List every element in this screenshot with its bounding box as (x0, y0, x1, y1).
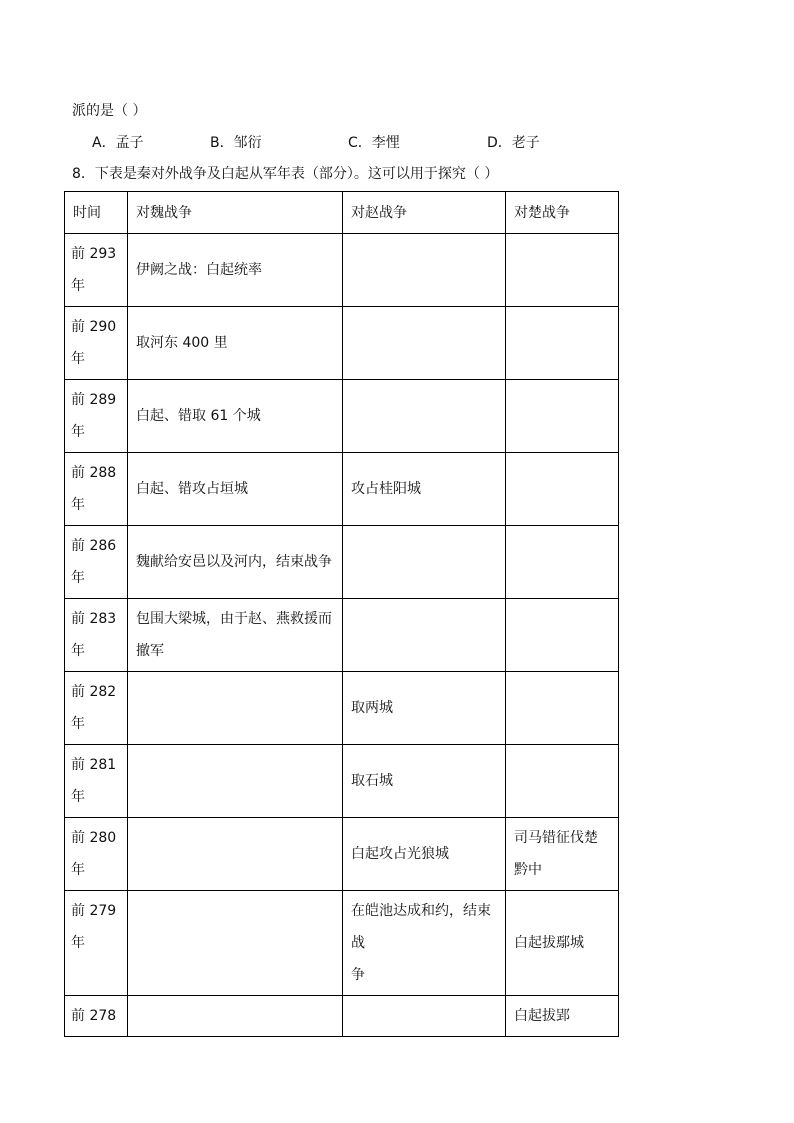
time-cell: 前 282 年 (65, 672, 128, 745)
zhao-cell: 白起攻占光狼城 (343, 818, 506, 891)
wei-cell (128, 818, 343, 891)
zhao-cell (343, 307, 506, 380)
option-b[interactable]: B．邹衍 (210, 135, 262, 151)
chu-cell (506, 672, 619, 745)
wei-cell: 取河东 400 里 (128, 307, 343, 380)
table-row (65, 234, 619, 307)
table-row (65, 380, 619, 453)
wei-cell: 包围大梁城，由于赵、燕救援而 撤军 (128, 599, 343, 672)
wei-cell (128, 672, 343, 745)
table-row (65, 307, 619, 380)
zhao-cell: 取石城 (343, 745, 506, 818)
option-d[interactable]: D．老子 (487, 135, 540, 151)
table-row (65, 818, 619, 891)
chu-cell (506, 745, 619, 818)
zhao-cell (343, 380, 506, 453)
wei-cell: 白起、错攻占垣城 (128, 453, 343, 526)
table-row (65, 526, 619, 599)
zhao-cell: 攻占桂阳城 (343, 453, 506, 526)
chu-cell (506, 453, 619, 526)
time-cell: 前 286 年 (65, 526, 128, 599)
chu-cell (506, 599, 619, 672)
wei-cell (128, 891, 343, 996)
chu-cell (506, 526, 619, 599)
zhao-cell: 取两城 (343, 672, 506, 745)
question-tail: 派的是（ ） (72, 103, 147, 119)
table-row (65, 672, 619, 745)
chu-cell: 白起拔郢 (506, 996, 619, 1037)
option-c[interactable]: C．李悝 (348, 135, 400, 151)
option-a[interactable]: A．孟子 (92, 135, 144, 151)
table-row (65, 996, 619, 1037)
header-chu: 对楚战争 (506, 192, 619, 234)
question-8-stem: 8．下表是秦对外战争及白起从军年表（部分）。这可以用于探究（ ） (72, 166, 499, 182)
table-row (65, 453, 619, 526)
chu-cell: 白起拔鄢城 (506, 891, 619, 996)
wei-cell: 白起、错取 61 个城 (128, 380, 343, 453)
time-cell: 前 290 年 (65, 307, 128, 380)
zhao-cell (343, 526, 506, 599)
war-timeline-table (64, 191, 619, 1037)
time-cell: 前 280 年 (65, 818, 128, 891)
wei-cell: 魏献给安邑以及河内，结束战争 (128, 526, 343, 599)
chu-cell (506, 307, 619, 380)
zhao-cell (343, 234, 506, 307)
chu-cell: 司马错征伐楚 黔中 (506, 818, 619, 891)
header-zhao: 对赵战争 (343, 192, 506, 234)
time-cell: 前 288 年 (65, 453, 128, 526)
wei-cell (128, 745, 343, 818)
zhao-cell (343, 996, 506, 1037)
time-cell: 前 289 年 (65, 380, 128, 453)
zhao-cell: 在皑池达成和约，结束战 争 (343, 891, 506, 996)
header-wei: 对魏战争 (128, 192, 343, 234)
table-row (65, 891, 619, 996)
table-header-row (65, 192, 619, 234)
time-cell: 前 278 (65, 996, 128, 1037)
time-cell: 前 293 年 (65, 234, 128, 307)
zhao-cell (343, 599, 506, 672)
table-row (65, 599, 619, 672)
time-cell: 前 281 年 (65, 745, 128, 818)
header-time: 时间 (65, 192, 128, 234)
wei-cell (128, 996, 343, 1037)
time-cell: 前 279 年 (65, 891, 128, 996)
time-cell: 前 283 年 (65, 599, 128, 672)
wei-cell: 伊阙之战：白起统率 (128, 234, 343, 307)
chu-cell (506, 234, 619, 307)
table-row (65, 745, 619, 818)
chu-cell (506, 380, 619, 453)
